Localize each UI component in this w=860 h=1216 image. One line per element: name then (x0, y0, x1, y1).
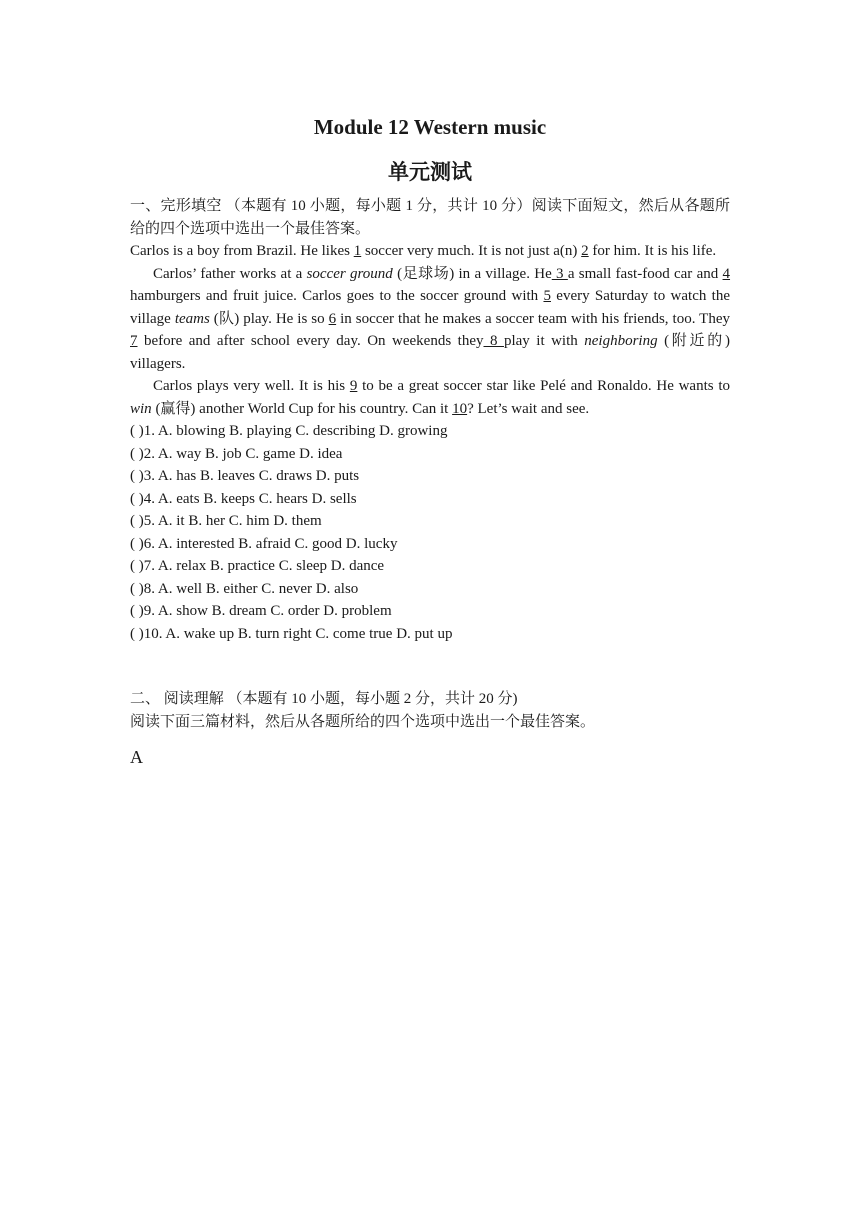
text-run: (足球场) in a village. He (392, 265, 552, 282)
italic-term: win (130, 400, 152, 417)
option-line: ( )10. A. wake up B. turn right C. come true D. put up (130, 625, 453, 642)
passage-paragraph-3 (130, 375, 730, 420)
text-run: Carlos’ father works at a (153, 265, 307, 282)
text-run: a small fast-food car and (567, 265, 723, 282)
document-title: Module 12 Western music (313, 115, 547, 139)
italic-term: neighboring (584, 333, 658, 349)
options-list (130, 420, 730, 645)
blank-number: 1 (353, 243, 362, 259)
passage-paragraph-2 (130, 263, 730, 376)
option-line: ( )6. A. interested B. afraid C. good D. lucky (130, 535, 398, 552)
text-run: hamburgers and fruit juice. Carlos goes to the soccer ground with (130, 288, 544, 304)
section-heading: 二、 阅读理解 （本题有 10 小题，每小题 2 分，共计 20 分) (130, 691, 518, 707)
option-line: ( )3. A. has B. leaves C. draws D. puts (130, 468, 360, 484)
option-line: ( )8. A. well B. either C. never D. also (130, 580, 359, 597)
passage-label: A (130, 747, 143, 767)
text-run: for him. It is his life. (588, 243, 717, 259)
option-line: ( )1. A. blowing B. playing C. describing D. growing (130, 423, 448, 439)
blank-number: 3 (551, 265, 568, 282)
option-line: ( )4. A. eats B. keeps C. hears D. sells (130, 490, 357, 507)
section-cloze (130, 195, 730, 645)
document-subtitle: 单元测试 (388, 160, 472, 184)
blank-number: 8 (483, 333, 504, 349)
blank-number: 4 (722, 265, 731, 282)
option-line: ( )2. A. way B. job C. game D. idea (130, 445, 343, 462)
section-reading (130, 688, 730, 733)
text-run: in soccer that he makes a soccer team with his friends, too. They (336, 310, 730, 327)
italic-term: soccer ground (306, 265, 393, 282)
text-run: Carlos is a boy from Brazil. He likes (130, 243, 354, 259)
blank-number: 7 (130, 333, 138, 349)
italic-term: teams (174, 310, 210, 327)
section-instruction: 阅读下面三篇材料，然后从各题所给的四个选项中选出一个最佳答案。 (130, 713, 596, 730)
text-run: ? Let’s wait and see. (467, 400, 590, 417)
option-line: ( )5. A. it B. her C. him D. them (130, 513, 322, 529)
text-run: soccer very much. It is not just a(n) (361, 243, 582, 259)
text-run: Carlos plays very well. It is his (153, 378, 350, 394)
blank-number: 9 (349, 378, 358, 394)
text-run: to be a great soccer star like Pelé and Ronaldo. He wants to (357, 378, 730, 394)
blank-number: 5 (543, 288, 551, 304)
passage-paragraph-1 (130, 240, 730, 263)
blank-number: 6 (328, 310, 337, 327)
text-run: before and after school every day. On weekends they (137, 333, 484, 349)
option-line: ( )7. A. relax B. practice C. sleep D. dance (130, 558, 385, 574)
text-run: (赢得) another World Cup for his country. Can it (151, 400, 453, 417)
option-line: ( )9. A. show B. dream C. order D. problem (130, 603, 392, 619)
text-run: play it with (503, 333, 585, 349)
blank-number: 10 (452, 400, 468, 417)
text-run: (附近的) villagers. (130, 333, 730, 372)
text-run: every Saturday to watch the village (130, 288, 730, 327)
text-run: (队) play. He is so (209, 310, 329, 327)
blank-number: 2 (581, 243, 589, 259)
section-instruction: 一、完形填空 （本题有 10 小题，每小题 1 分，共计 10 分）阅读下面短文，然后从各题所给的四个选项中选出一个最佳答案。 (130, 198, 730, 237)
